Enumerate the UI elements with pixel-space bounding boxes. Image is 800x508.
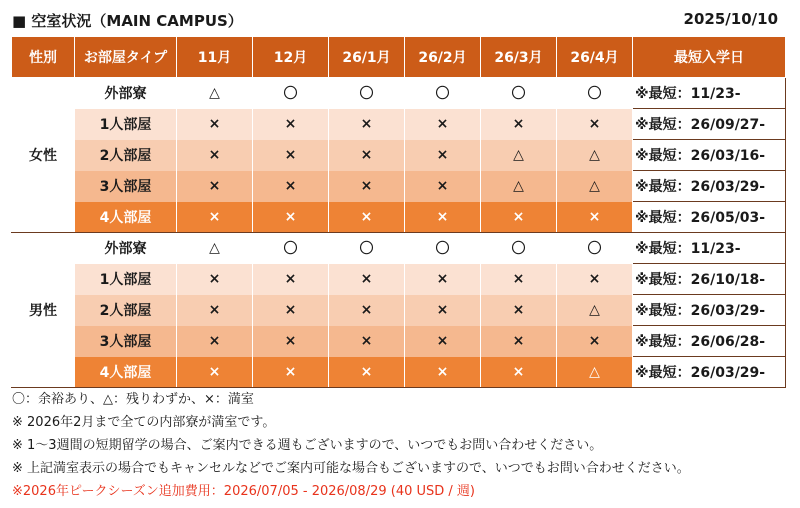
availability-mark: △ [557, 357, 633, 388]
availability-mark: × [177, 202, 253, 233]
table-header-row [12, 37, 786, 78]
availability-mark: △ [177, 233, 253, 264]
availability-mark: × [177, 357, 253, 388]
availability-mark: × [557, 202, 633, 233]
table-row [12, 140, 786, 171]
availability-mark: × [329, 202, 405, 233]
column-header-month: 26/3月 [481, 37, 557, 78]
room-type-cell: 外部寮 [75, 78, 177, 109]
gender-cell: 男性 [12, 233, 75, 388]
availability-mark: × [177, 295, 253, 326]
column-header-month: 26/4月 [557, 37, 633, 78]
availability-mark: 〇 [481, 78, 557, 109]
table-row [12, 233, 786, 264]
availability-mark: 〇 [405, 78, 481, 109]
page-header [0, 0, 800, 34]
availability-mark: × [405, 202, 481, 233]
availability-mark: × [329, 326, 405, 357]
availability-mark: × [405, 357, 481, 388]
column-header-earliest-start: 最短入学日 [633, 37, 786, 78]
availability-mark: × [405, 326, 481, 357]
room-type-cell: 3人部屋 [75, 326, 177, 357]
availability-mark: 〇 [557, 233, 633, 264]
availability-mark: × [253, 109, 329, 140]
availability-mark: △ [481, 171, 557, 202]
room-type-cell: 4人部屋 [75, 202, 177, 233]
note-line: ※ 2026年2月まで全ての内部寮が満室です。 [12, 415, 276, 430]
availability-mark: × [481, 202, 557, 233]
table-row [12, 326, 786, 357]
note-line: ※ 1～3週間の短期留学の場合、ご案内できる週もございますので、いつでもお問い合わせください。 [12, 438, 603, 453]
note-line: ※ 上記満室表示の場合でもキャンセルなどでご案内可能な場合もございますので、いつでもお問い合わせください。 [12, 461, 690, 476]
availability-mark: × [481, 295, 557, 326]
room-type-cell: 2人部屋 [75, 295, 177, 326]
table-row [12, 109, 786, 140]
table-row [12, 78, 786, 109]
availability-mark: × [481, 264, 557, 295]
availability-mark: △ [177, 78, 253, 109]
availability-mark: × [405, 171, 481, 202]
table-row [12, 295, 786, 326]
room-type-cell: 外部寮 [75, 233, 177, 264]
availability-mark: × [329, 140, 405, 171]
availability-mark: × [405, 264, 481, 295]
earliest-start-cell: ※最短：26/03/29- [633, 357, 786, 388]
availability-mark: 〇 [253, 233, 329, 264]
earliest-start-cell: ※最短：26/10/18- [633, 264, 786, 295]
column-header-gender: 性別 [12, 37, 75, 78]
room-type-cell: 1人部屋 [75, 264, 177, 295]
availability-mark: × [557, 264, 633, 295]
availability-mark: × [253, 140, 329, 171]
availability-mark: × [405, 109, 481, 140]
availability-mark: × [557, 326, 633, 357]
page-title: ■ 空室状況（MAIN CAMPUS） [12, 12, 243, 30]
availability-mark: × [481, 357, 557, 388]
availability-mark: × [405, 295, 481, 326]
room-type-cell: 2人部屋 [75, 140, 177, 171]
earliest-start-cell: ※最短：11/23- [633, 78, 786, 109]
earliest-start-cell: ※最短：26/03/16- [633, 140, 786, 171]
earliest-start-cell: ※最短：26/03/29- [633, 171, 786, 202]
availability-mark: × [329, 264, 405, 295]
column-header-month: 11月 [177, 37, 253, 78]
availability-table [11, 36, 786, 388]
availability-mark: × [177, 109, 253, 140]
availability-mark: △ [481, 140, 557, 171]
legend-note: 〇：余裕あり、△：残りわずか、×：満室 [12, 392, 254, 407]
availability-mark: × [253, 264, 329, 295]
availability-mark: × [253, 171, 329, 202]
availability-mark: × [253, 202, 329, 233]
availability-mark: 〇 [405, 233, 481, 264]
earliest-start-cell: ※最短：11/23- [633, 233, 786, 264]
room-type-cell: 1人部屋 [75, 109, 177, 140]
availability-mark: 〇 [557, 78, 633, 109]
availability-mark: △ [557, 171, 633, 202]
table-body [12, 78, 786, 388]
availability-mark: × [405, 140, 481, 171]
room-type-cell: 3人部屋 [75, 171, 177, 202]
column-header-month: 26/1月 [329, 37, 405, 78]
availability-mark: × [329, 357, 405, 388]
availability-mark: × [329, 171, 405, 202]
earliest-start-cell: ※最短：26/09/27- [633, 109, 786, 140]
availability-mark: × [177, 140, 253, 171]
availability-mark: × [481, 326, 557, 357]
availability-mark: 〇 [329, 233, 405, 264]
availability-mark: 〇 [329, 78, 405, 109]
table-row [12, 202, 786, 233]
availability-mark: × [481, 109, 557, 140]
availability-mark: × [177, 171, 253, 202]
column-header-month: 12月 [253, 37, 329, 78]
availability-mark: × [253, 357, 329, 388]
table-row [12, 357, 786, 388]
availability-mark: × [253, 326, 329, 357]
availability-mark: △ [557, 295, 633, 326]
column-header-month: 26/2月 [405, 37, 481, 78]
earliest-start-cell: ※最短：26/06/28- [633, 326, 786, 357]
availability-mark: × [253, 295, 329, 326]
table-row [12, 264, 786, 295]
availability-mark: 〇 [253, 78, 329, 109]
peak-season-note: ※2026年ピークシーズン追加費用：2026/07/05 - 2026/08/29 (40 USD / 週) [12, 484, 475, 499]
room-type-cell: 4人部屋 [75, 357, 177, 388]
earliest-start-cell: ※最短：26/03/29- [633, 295, 786, 326]
availability-mark: 〇 [481, 233, 557, 264]
availability-mark: × [329, 109, 405, 140]
notes [12, 388, 690, 503]
gender-cell: 女性 [12, 78, 75, 233]
earliest-start-cell: ※最短：26/05/03- [633, 202, 786, 233]
availability-mark: × [177, 326, 253, 357]
availability-mark: △ [557, 140, 633, 171]
availability-mark: × [557, 109, 633, 140]
availability-mark: × [177, 264, 253, 295]
availability-mark: × [329, 295, 405, 326]
column-header-room-type: お部屋タイプ [75, 37, 177, 78]
report-date: 2025/10/10 [683, 10, 778, 28]
table-row [12, 171, 786, 202]
